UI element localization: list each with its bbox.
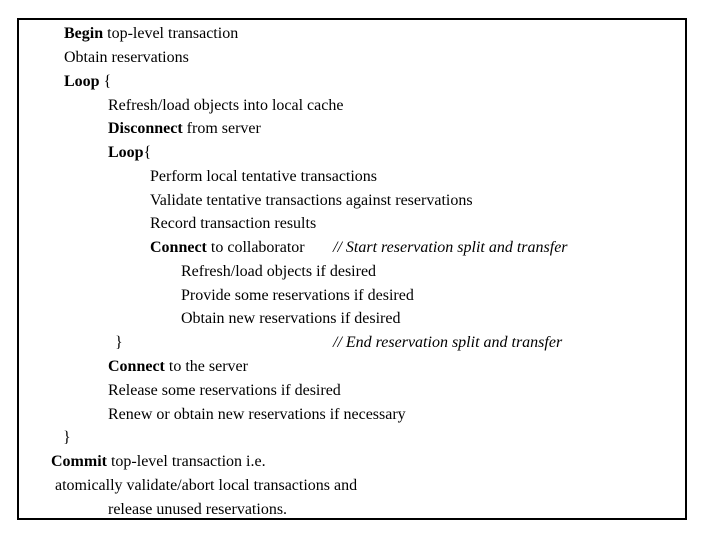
line-renew-reservations: [108, 406, 406, 424]
keyword-connect: Connect: [108, 358, 165, 375]
line-obtain-reservations: [64, 49, 189, 67]
line-text: Perform local tentative transactions: [150, 168, 378, 185]
line-disconnect: [108, 120, 261, 138]
comment-text: // End reservation split and transfer: [333, 334, 563, 351]
line-provide-reservations: [181, 287, 414, 305]
keyword-loop: Loop: [64, 73, 100, 90]
keyword-connect: Connect: [150, 239, 207, 256]
closing-brace: }: [63, 429, 71, 446]
line-text: Refresh/load objects into local cache: [108, 97, 344, 114]
line-text: top-level transaction: [103, 25, 239, 42]
line-text: Release some reservations if desired: [108, 382, 341, 399]
comment-start-split: [333, 239, 568, 257]
line-text: Refresh/load objects if desired: [181, 263, 377, 280]
line-refresh-cache: [108, 97, 343, 115]
line-text: to the server: [164, 358, 248, 375]
line-commit: [51, 453, 266, 471]
line-text: release unused reservations.: [108, 501, 288, 518]
line-text: Record transaction results: [150, 215, 317, 232]
line-outer-loop-close: [63, 429, 71, 447]
comment-text: // Start reservation split and transfer: [333, 239, 568, 256]
line-refresh-objects: [181, 263, 376, 281]
closing-brace: }: [115, 334, 123, 351]
line-perform-tentative: [150, 168, 377, 186]
line-release-unused: [108, 501, 287, 519]
line-text: Obtain new reservations if desired: [181, 310, 401, 327]
line-text: Provide some reservations if desired: [181, 287, 414, 304]
line-connect-server: [108, 358, 248, 376]
line-text: to collaborator: [206, 239, 305, 256]
line-text: {: [143, 144, 152, 161]
line-text: Validate tentative transactions against reservations: [150, 192, 473, 209]
line-text: Obtain reservations: [64, 49, 189, 66]
line-text: atomically validate/abort local transactions and: [55, 477, 358, 494]
comment-end-split: [333, 334, 562, 352]
line-inner-loop: [108, 144, 151, 162]
keyword-commit: Commit: [51, 453, 107, 470]
keyword-disconnect: Disconnect: [108, 120, 183, 137]
line-outer-loop: [64, 73, 111, 91]
line-text: Renew or obtain new reservations if necessary: [108, 406, 406, 423]
line-validate-tentative: [150, 192, 473, 210]
keyword-begin: Begin: [64, 25, 104, 42]
line-text: top-level transaction i.e.: [106, 453, 266, 470]
line-text: {: [99, 73, 112, 90]
line-begin: [64, 25, 238, 43]
line-text: from server: [182, 120, 261, 137]
line-connect-collaborator: [150, 239, 305, 257]
line-obtain-new-reservations: [181, 310, 400, 328]
line-atomically-validate: [55, 477, 357, 495]
keyword-loop: Loop: [108, 144, 144, 161]
line-inner-loop-close: [115, 334, 123, 352]
line-release-reservations: [108, 382, 341, 400]
line-record-results: [150, 215, 316, 233]
